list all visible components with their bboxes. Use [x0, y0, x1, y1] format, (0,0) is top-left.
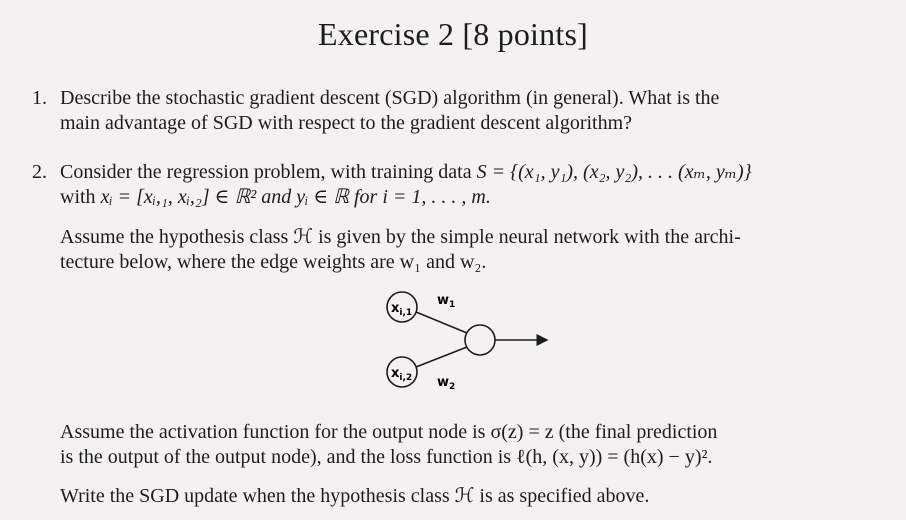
input-node-2-label: $x_{i,2}$	[391, 366, 413, 383]
edge-w1	[416, 312, 467, 333]
weight-2-label: $w_2$	[437, 375, 456, 390]
question-1-line-1: Describe the stochastic gradient descent (SGD) algorithm (in general). What is the	[60, 87, 720, 109]
input-node-1-label: $x_{i,1}$	[391, 301, 413, 318]
question-2-number: 2.	[32, 161, 47, 183]
question-2-line-2-text: with	[60, 186, 101, 208]
activation-paragraph-line-1: Assume the activation function for the output node is σ(z) = z (the final prediction	[60, 421, 718, 443]
hypothesis-paragraph-line-1: Assume the hypothesis class ℋ is given by the simple neural network with the archi-	[60, 226, 741, 248]
input-domain-formula: xᵢ = [xᵢ,₁, xᵢ,₂] ∈ ℝ² and yᵢ ∈ ℝ for i = 1, . . . , m.	[100, 186, 491, 208]
weight-1-label: $w_1$	[437, 293, 456, 310]
question-1-line-2: main advantage of SGD with respect to the gradient descent algorithm?	[60, 112, 633, 134]
sgd-update-instruction: Write the SGD update when the hypothesis class ℋ is as specified above.	[60, 485, 650, 507]
activation-paragraph-line-2: is the output of the output node), and the loss function is ℓ(h, (x, y)) = (h(x) − y)².	[60, 446, 713, 468]
question-2-line-1	[60, 160, 752, 184]
edge-w2	[416, 347, 467, 367]
training-data-formula: S = {(x₁, y₁), (x₂, y₂), . . . (xₘ, yₘ)}	[476, 161, 752, 183]
exercise-title: Exercise 2 [8 points]	[318, 16, 588, 52]
question-2-line-2	[60, 185, 491, 209]
question-1-number: 1.	[32, 87, 47, 109]
hypothesis-paragraph-line-2: tecture below, where the edge weights are w₁ and w₂.	[60, 251, 487, 273]
neural-network-diagram	[375, 290, 565, 390]
output-node	[465, 325, 495, 355]
question-2-line-1-text: Consider the regression problem, with training data	[60, 161, 477, 183]
